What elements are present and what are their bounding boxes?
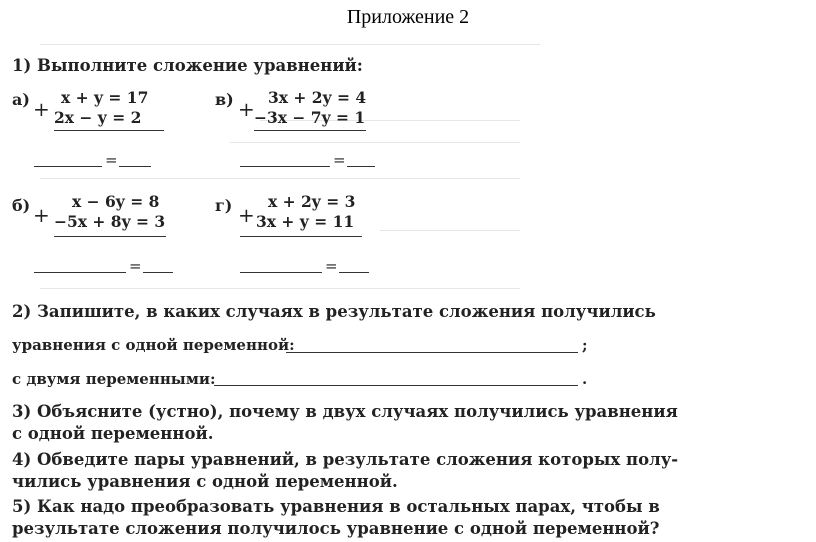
pair-b-sum-line — [54, 236, 166, 237]
task-2-line-2-end: . — [582, 370, 588, 388]
pair-a-label: а) — [12, 90, 30, 109]
pair-g-equals-sign: = — [325, 257, 338, 275]
pair-g-plus-sign: + — [238, 203, 255, 227]
pair-a-equation-1: x + y = 17 — [61, 88, 149, 107]
pair-g-answer-right-blank[interactable] — [339, 272, 369, 273]
page-title: Приложение 2 — [346, 6, 470, 28]
task-5-line-1: 5) Как надо преобразовать уравнения в остальных парах, чтобы в — [12, 497, 660, 516]
pair-v-equals-sign: = — [333, 151, 346, 169]
pair-b-answer-left-blank[interactable] — [34, 272, 126, 273]
pair-v-plus-sign: + — [238, 97, 255, 121]
pair-v-sum-line — [254, 130, 366, 131]
task-3-line-2: с одной переменной. — [12, 424, 214, 443]
pair-g-equation-1: x + 2y = 3 — [268, 192, 356, 211]
task-4-line-1: 4) Обведите пары уравнений, в результате сложения которых полу- — [12, 450, 679, 469]
pair-g-sum-line — [240, 236, 362, 237]
pair-a-equals-sign: = — [105, 151, 118, 169]
pair-b-plus-sign: + — [33, 203, 50, 227]
pair-a-answer-left-blank[interactable] — [34, 166, 102, 167]
task-1-heading: 1) Выполните сложение уравнений: — [12, 56, 363, 75]
pair-g-equation-2: 3x + y = 11 — [256, 212, 355, 231]
pair-v-equation-1: 3x + 2y = 4 — [268, 88, 367, 107]
pair-b-equation-1: x − 6y = 8 — [72, 192, 160, 211]
pair-a-equation-2: 2x − y = 2 — [54, 108, 142, 127]
pair-v-equation-2: −3x − 7y = 1 — [254, 108, 366, 127]
task-5-line-2: результате сложения получилось уравнение с одной переменной? — [12, 519, 660, 538]
task-2-heading: 2) Запишите, в каких случаях в результате сложения получились — [12, 302, 656, 321]
pair-a-plus-sign: + — [33, 97, 50, 121]
pair-v-label: в) — [215, 90, 234, 109]
pair-v-answer-left-blank[interactable] — [240, 166, 330, 167]
task-4-line-2: чились уравнения с одной переменной. — [12, 472, 398, 491]
task-2-line-2-label: с двумя переменными: — [12, 370, 216, 388]
pair-v-answer-right-blank[interactable] — [347, 166, 375, 167]
pair-a-answer-right-blank[interactable] — [119, 166, 151, 167]
pair-g-answer-left-blank[interactable] — [240, 272, 322, 273]
pair-b-equation-2: −5x + 8y = 3 — [54, 212, 166, 231]
pair-a-sum-line — [54, 130, 164, 131]
task-2-two-variables-blank[interactable] — [214, 385, 578, 386]
task-2-line-1-end: ; — [582, 336, 588, 354]
pair-b-label: б) — [12, 196, 31, 215]
task-2-line-1-label: уравнения с одной переменной: — [12, 336, 295, 354]
task-2-one-variable-blank[interactable] — [286, 352, 578, 353]
task-3-line-1: 3) Объясните (устно), почему в двух случаях получились уравнения — [12, 402, 678, 421]
pair-b-equals-sign: = — [129, 257, 142, 275]
pair-g-label: г) — [215, 196, 233, 215]
pair-b-answer-right-blank[interactable] — [143, 272, 173, 273]
